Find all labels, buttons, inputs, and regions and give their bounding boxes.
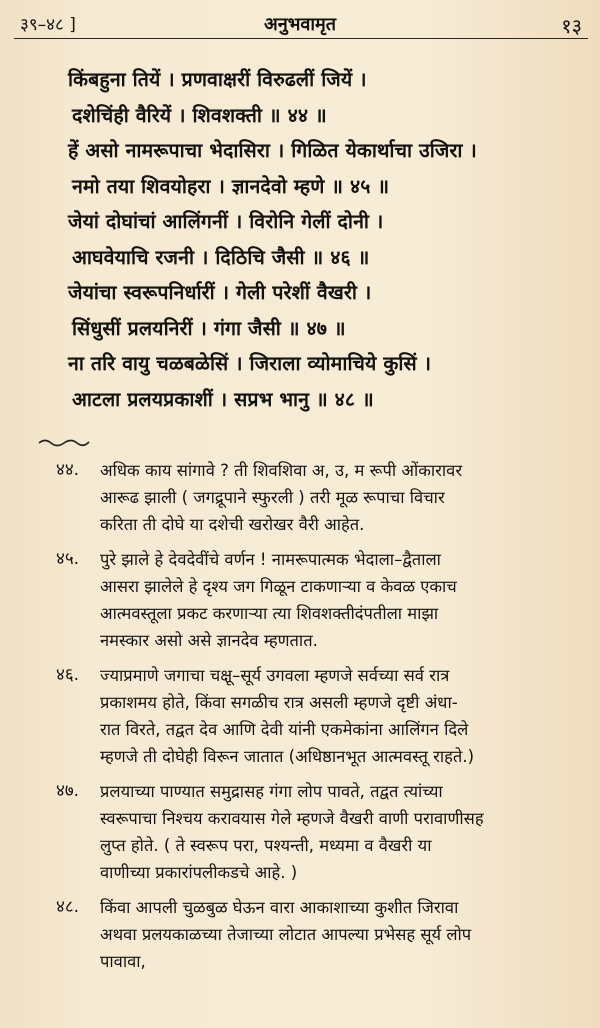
note-line: आत्मवस्तूला प्रकट करणाऱ्या त्या शिवशक्तीदंपतीला माझा bbox=[100, 604, 439, 623]
verse-line: ना तरि वायु चळबळेसिं । जिराला व्योमाचिये कुसिं । bbox=[68, 352, 432, 375]
note-48 bbox=[56, 894, 588, 975]
note-line: लुप्त होते. ( ते स्वरूप परा, पश्यन्ती, मध्यमा व वैखरी या bbox=[100, 836, 432, 855]
note-line: पुरे झाले हे देवदेवींचे वर्णन ! नामरूपात्मक भेदाला–द्वैताला bbox=[100, 550, 441, 569]
note-line: अधिक काय सांगावे ? ती शिवशिवा अ, उ, म रूपी ओंकारावर bbox=[100, 461, 463, 480]
verse-line: जेयां दोघांचां आलिंगनीं । विरोनि गेलीं दोनी । bbox=[68, 210, 384, 233]
note-text bbox=[100, 546, 588, 654]
note-number: ४५. bbox=[56, 549, 80, 569]
note-text bbox=[100, 894, 588, 975]
note-number: ४७. bbox=[56, 781, 80, 801]
note-text bbox=[100, 778, 588, 886]
note-line: करिता ती दोघे या दशेची खरोखर वैरी आहेत. bbox=[100, 515, 365, 534]
note-line: म्हणजे ती दोघेही विरून जातात (अधिष्ठानभूत आत्मवस्तू राहते.) bbox=[100, 747, 475, 766]
note-44 bbox=[56, 457, 588, 538]
book-title: अनुभवामृत bbox=[263, 14, 337, 35]
note-line: प्रलयाच्या पाण्यात समुद्रासह गंगा लोप पावते, तद्वत त्यांच्या bbox=[100, 782, 443, 801]
note-line: पावावा, bbox=[100, 952, 146, 971]
verse-line: आघवेयाचि रजनी । दिठिचि जैसी ॥ ४६ ॥ bbox=[72, 245, 370, 269]
note-46 bbox=[56, 662, 588, 770]
verse-line: किंबहुना तियें । प्रणवाक्षरीं विरुढलीं जियें । bbox=[68, 68, 367, 91]
note-text bbox=[100, 457, 588, 538]
header-rule bbox=[14, 38, 588, 39]
note-line: अथवा प्रलयकाळच्या तेजाच्या लोटात आपल्या प्रभेसह सूर्य लोप bbox=[100, 925, 472, 944]
verse-line: दशेचिंही वैरियें । शिवशक्ती ॥ ४४ ॥ bbox=[72, 103, 327, 127]
verse-line: जेयांचा स्वरूपनिर्धारीं । गेली परेशीं वैखरी । bbox=[68, 281, 372, 304]
note-47 bbox=[56, 778, 588, 886]
verse-line: नमो तया शिवयोहरा । ज्ञानदेवो म्हणे ॥ ४५ ॥ bbox=[72, 174, 390, 198]
note-text bbox=[100, 662, 588, 770]
note-line: ज्याप्रमाणे जगाचा चक्षू–सूर्य उगवला म्हणजे सर्वच्या सर्व रात्र bbox=[100, 666, 450, 685]
note-line: आसरा झालेले हे दृश्य जग गिळून टाकणाऱ्या व केवळ एकाच bbox=[100, 577, 457, 596]
note-number: ४६. bbox=[56, 665, 80, 685]
footnote-separator bbox=[38, 437, 90, 447]
note-number: ४४. bbox=[56, 460, 80, 480]
note-line: वाणीच्या प्रकारांपलीकडचे आहे. ) bbox=[100, 863, 298, 882]
commentary-notes bbox=[56, 457, 588, 983]
note-line: प्रकाशमय होते, किंवा सगळीच रात्र असली म्हणजे दृष्टी अंधा- bbox=[100, 693, 458, 712]
page-number: १३ bbox=[561, 14, 582, 38]
note-line: रात विरते, तद्वत देव आणि देवी यांनी एकमेकांना आलिंगन दिले bbox=[100, 720, 469, 739]
note-line: नमस्कार असो असे ज्ञानदेव म्हणतात. bbox=[100, 631, 318, 650]
note-number: ४८. bbox=[56, 897, 80, 917]
verse-line: सिंधुसीं प्रलयनिरीं । गंगा जैसी ॥ ४७ ॥ bbox=[72, 316, 346, 340]
note-line: स्वरूपाचा निश्चय करावयास गेले म्हणजे वैखरी वाणी परावाणीसह bbox=[100, 809, 484, 828]
verse-block bbox=[68, 62, 588, 417]
verse-line: हें असो नामरूपाचा भेदासिरा । गिळित येकार्थाचा उजिरा । bbox=[68, 139, 477, 162]
verse-line: आटला प्रलयप्रकाशीं । सप्रभ भानु ॥ ४८ ॥ bbox=[72, 387, 374, 411]
verse-range-label: ३९–४८ ] bbox=[20, 15, 76, 35]
note-45 bbox=[56, 546, 588, 654]
note-line: किंवा आपली चुळबुळ घेऊन वारा आकाशाच्या कुशीत जिरावा bbox=[100, 898, 459, 917]
note-line: आरूढ झाली ( जगद्रूपाने स्फुरली ) तरी मूळ रूपाचा विचार bbox=[100, 488, 445, 507]
